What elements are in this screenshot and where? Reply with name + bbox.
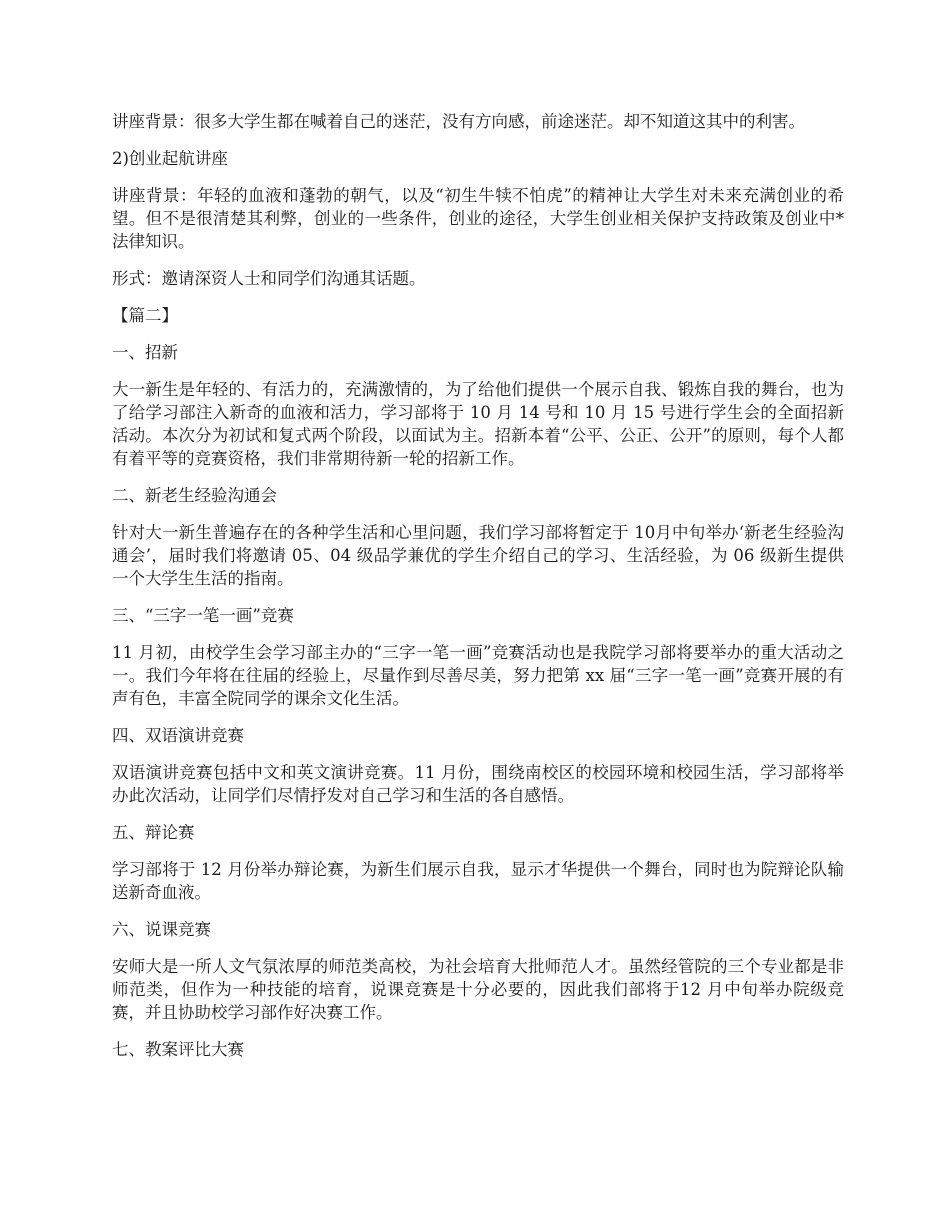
section-5-heading: 五、辩论赛 [112, 823, 195, 842]
section-7-heading: 七、教案评比大赛 [112, 1040, 244, 1059]
section-4-body: 双语演讲竞赛包括中文和英文演讲竞赛。11 月份，围绕南校区的校园环境和校园生活，学习部将举办此次活动，让同学们尽情抒发对自己学习和生活的各自感悟。 [112, 763, 844, 805]
section-2-heading: 二、新老生经验沟通会 [112, 486, 277, 505]
section-1-body: 大一新生是年轻的、有活力的，充满激情的，为了给他们提供一个展示自我、锻炼自我的舞台，也为了给学习部注入新奇的血液和活力，学习部将于 10 月 14 号和 10 月 15 号进行学生会的全面招新活动。本次分为初试和复式两个阶段，以面试为主。招新本着“公平、公正、公开”的原则，每个人都有着平等的竞赛资格，我们非常期待新一轮的招新工作。 [112, 380, 844, 468]
lecture-background-1: 讲座背景：很多大学生都在喊着自己的迷茫，没有方向感，前途迷茫。却不知道这其中的利害。 [112, 112, 805, 131]
section-3-body: 11 月初，由校学生会学习部主办的“三字一笔一画”竞赛活动也是我院学习部将要举办的重大活动之一。我们今年将在往届的经验上，尽量作到尽善尽美，努力把第 xx 届“三字一笔一画”竞赛开展的有声有色，丰富全院同学的课余文化生活。 [112, 643, 844, 708]
part-two-heading: 【篇二】 [112, 306, 178, 325]
section-5-body: 学习部将于 12 月份举办辩论赛，为新生们展示自我，显示才华提供一个舞台，同时也为院辩论队输送新奇血液。 [112, 860, 844, 902]
lecture-background-2: 讲座背景：年轻的血液和蓬勃的朝气，以及“初生牛犊不怕虎”的精神让大学生对未来充满创业的希望。但不是很清楚其利弊，创业的一些条件，创业的途径，大学生创业相关保护支持政策及创业中*法律知识。 [112, 186, 844, 251]
section-2-body: 针对大一新生普遍存在的各种学生活和心里问题，我们学习部将暂定于 10月中旬举办‘新老生经验沟通会’，届时我们将邀请 05、04 级品学兼优的学生介绍自己的学习、生活经验，为 06 级新生提供一个大学生生活的指南。 [112, 523, 844, 588]
lecture-format: 形式：邀请深资人士和同学们沟通其话题。 [112, 269, 426, 288]
section-1-heading: 一、招新 [112, 343, 178, 362]
section-3-heading: 三、“三字一笔一画”竞赛 [112, 606, 294, 625]
entrepreneurship-lecture-heading: 2)创业起航讲座 [112, 149, 228, 168]
section-6-body: 安师大是一所人文气氛浓厚的师范类高校，为社会培育大批师范人才。虽然经管院的三个专业都是非师范类，但作为一种技能的培育，说课竞赛是十分必要的，因此我们部将于12 月中旬举办院级竞赛，并且协助校学习部作好决赛工作。 [112, 957, 844, 1022]
section-4-heading: 四、双语演讲竞赛 [112, 726, 244, 745]
section-6-heading: 六、说课竞赛 [112, 920, 211, 939]
document-page [112, 110, 844, 1075]
